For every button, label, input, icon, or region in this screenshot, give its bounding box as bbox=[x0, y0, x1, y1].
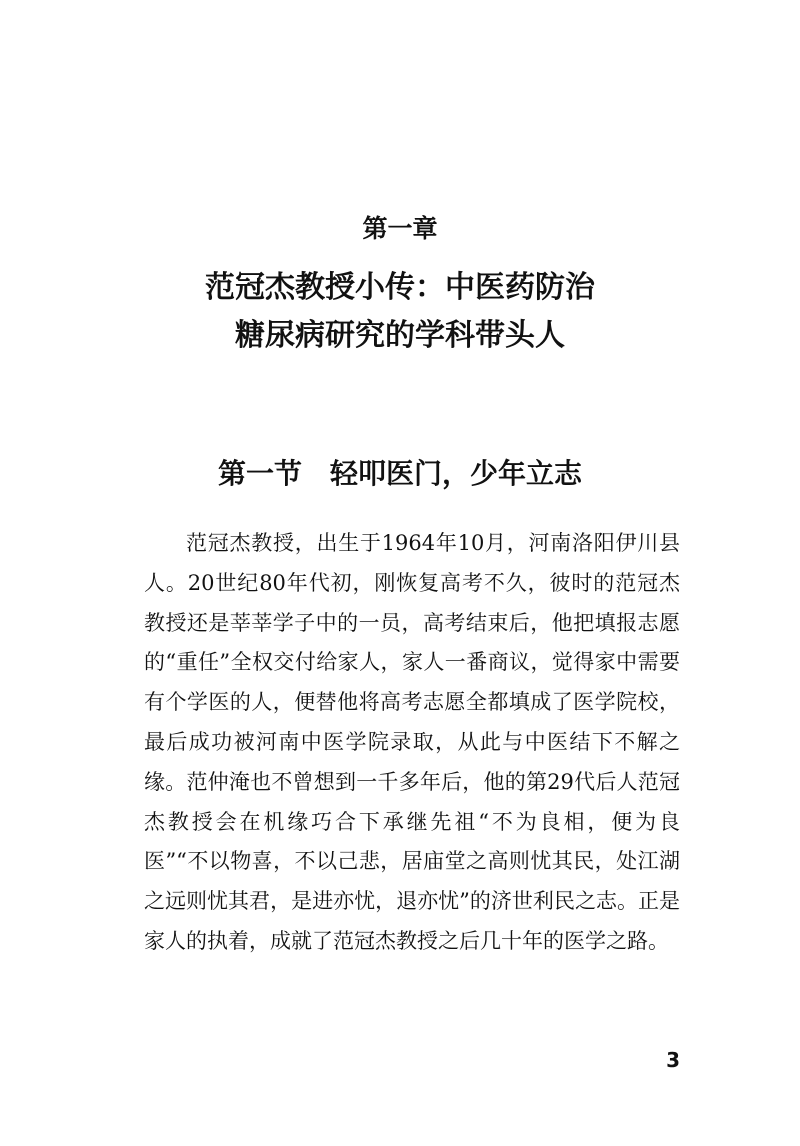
chapter-title bbox=[0, 264, 800, 360]
chapter-title-line-1: 范冠杰教授小传：中医药防治 bbox=[205, 270, 595, 305]
section-heading bbox=[0, 454, 800, 494]
section-number: 第一节 bbox=[217, 457, 302, 490]
body-paragraph: 范冠杰教授，出生于1964年10月，河南洛阳伊川县人。20世纪80年代初，刚恢复高考不久，彼时的范冠杰教授还是莘莘学子中的一员，高考结束后，他把填报志愿的“重任”全权交付给家人，家人一番商议，觉得家中需要有个学医的人，便替他将高考志愿全都填成了医学院校，最后成功被河南中医学院录取，从此与中医结下不解之缘。范仲淹也不曾想到一千多年后，他的第29代后人范冠杰教授会在机缘巧合下承继先祖“不为良相，便为良医”“不以物喜，不以己悲，居庙堂之高则忧其民，处江湖之远则忧其君，是进亦忧，退亦忧”的济世利民之志。正是家人的执着，成就了范冠杰教授之后几十年的医学之路。 bbox=[144, 531, 680, 953]
section-title: 轻叩医门，少年立志 bbox=[330, 457, 583, 490]
chapter-label: 第一章 bbox=[362, 214, 438, 243]
page-number: 3 bbox=[666, 1048, 680, 1072]
chapter-title-line-2: 糖尿病研究的学科带头人 bbox=[235, 318, 565, 353]
